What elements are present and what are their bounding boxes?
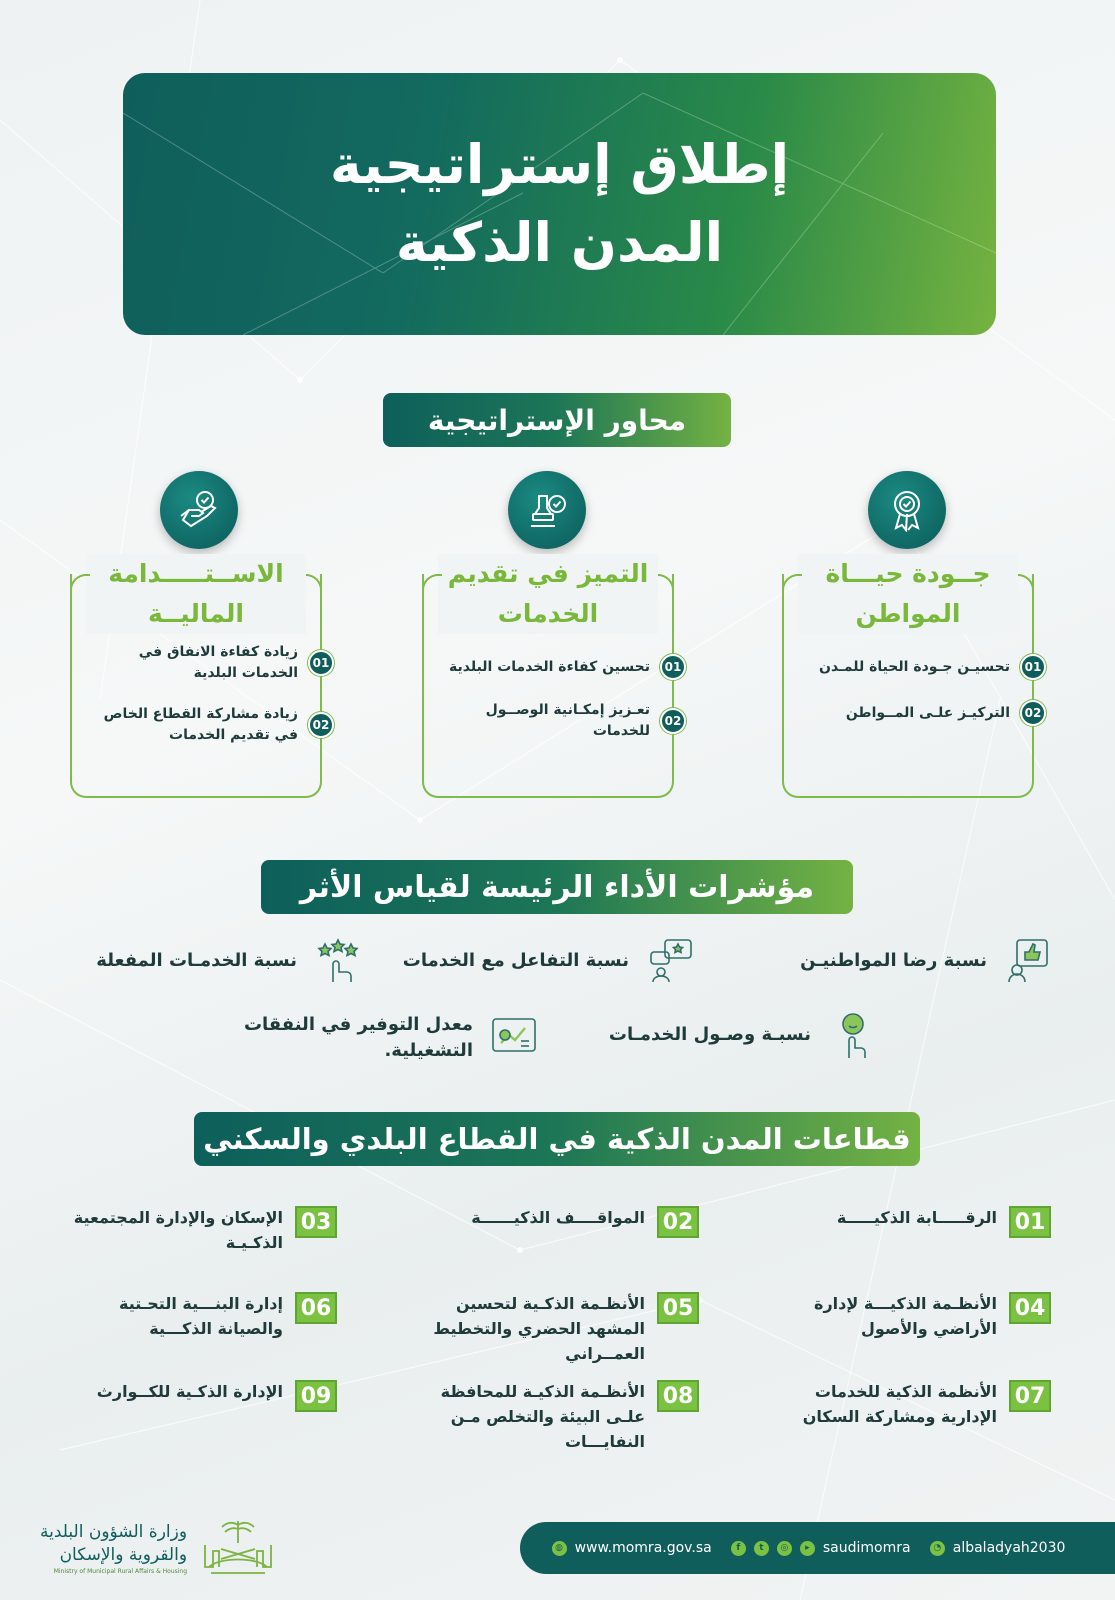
sector-text: الإسكان والإدارة المجتمعية الذكـيـة [73, 1208, 283, 1252]
ministry-name-line2: والقروية والإسكان [59, 1544, 188, 1565]
item-number: 01 [660, 654, 686, 680]
kpi-heading: مؤشرات الأداء الرئيسة لقياس الأثر [261, 860, 853, 914]
touch-smile-icon [829, 1012, 875, 1058]
footer-social[interactable]: f t ◎ ▸ saudimomra [731, 1540, 911, 1556]
sector-number: 06 [295, 1292, 337, 1324]
sector-number: 09 [295, 1380, 337, 1412]
axes-heading: محاور الإستراتيجية [383, 393, 731, 447]
hero-title-line2: المدن الذكية [395, 211, 724, 274]
sector-number: 03 [295, 1206, 337, 1238]
item-number: 02 [660, 708, 686, 734]
sector-item [77, 1380, 337, 1412]
axis-title: جــودة حيـــاة المواطن [798, 554, 1018, 634]
sector-item [429, 1292, 699, 1366]
sector-item [429, 1380, 699, 1454]
axis-title: الاســتـــــدامة الماليــة [86, 554, 306, 634]
item-number: 02 [308, 712, 334, 738]
sector-number: 05 [657, 1292, 699, 1324]
axis-list-item [798, 700, 1046, 726]
facebook-icon: f [731, 1541, 746, 1556]
rating-stars-hand-icon [315, 938, 361, 984]
sector-number: 08 [657, 1380, 699, 1412]
sector-number: 02 [657, 1206, 699, 1238]
axis-list-item [86, 642, 334, 684]
sector-text: الإدارة الذكـية للكــوارث [96, 1382, 283, 1401]
globe-icon: ◍ [552, 1541, 567, 1556]
snapchat-icon: ◔ [930, 1541, 945, 1556]
item-text: التركيـز علـى المــواطن [845, 704, 1010, 721]
approval-stamp-icon [508, 471, 586, 549]
item-number: 01 [1020, 654, 1046, 680]
kpi-citizen-satisfaction [800, 938, 1051, 984]
chat-interaction-icon [647, 938, 693, 984]
footer-snapchat[interactable]: ◔ albaladyah2030 [930, 1540, 1066, 1556]
axis-list-item [798, 654, 1046, 680]
item-text: زيادة كفاءة الانفاق في الخدمات البلدية [138, 644, 298, 681]
kpi-text: نسبـة وصـول الخدمـات [608, 1023, 811, 1045]
item-number: 01 [308, 650, 334, 676]
kpi-service-interaction [403, 938, 693, 984]
axis-card-quality-of-life [782, 559, 1042, 798]
kpi-text: نسبة التفاعل مع الخدمات [402, 949, 629, 971]
sector-item [791, 1380, 1051, 1430]
sector-text: إدارة البنـــية التحـتية والصيانة الذكـــية [119, 1294, 283, 1338]
hero-title-line1: إطلاق إستراتيجية [329, 132, 790, 196]
sector-text: الأنظـمة الذكيـة للمحافظة علـى البيئة والتخلص مـن النفايـــات [440, 1382, 645, 1451]
sector-text: الأنظـمة الذكيـــة لإدارة الأراضي والأصول [814, 1294, 997, 1338]
award-ribbon-icon [868, 471, 946, 549]
sector-item [77, 1292, 337, 1342]
axis-card-financial-sustainability [70, 559, 330, 798]
footer-contact-bar [520, 1522, 1115, 1574]
sectors-heading: قطاعات المدن الذكية في القطاع البلدي والسكني [194, 1112, 920, 1166]
twitter-icon: t [754, 1541, 769, 1556]
ministry-name-english: Ministry of Municipal Rural Affairs & Housing [53, 1567, 188, 1575]
sector-text: الرقـــــابة الذكيـــــة [836, 1208, 997, 1227]
hero-network-decoration [123, 73, 996, 335]
hand-check-icon [160, 471, 238, 549]
kpi-service-access [609, 1012, 875, 1058]
item-number: 02 [1020, 700, 1046, 726]
instagram-icon: ◎ [777, 1541, 792, 1556]
item-text: تحسيـن جـودة الحياة للمـدن [819, 658, 1010, 675]
kpi-text: نسبة الخدمـات المفعلة [96, 949, 297, 971]
sector-text: الأنظمة الذكية للخدمات الإدارية ومشاركة السكان [802, 1382, 997, 1426]
sector-text: الأنظـمة الذكـية لتحسين المشهد الحضري والتخطيط العمــراني [433, 1294, 645, 1363]
kpi-text: معدل التوفير في النفقات التشغيلية. [243, 1014, 473, 1062]
axis-list-item [86, 704, 334, 746]
kpi-operating-savings [244, 1012, 537, 1064]
axis-list-item [438, 700, 686, 742]
sector-item [67, 1206, 337, 1256]
hero-banner [123, 73, 996, 335]
item-text: زيادة مشاركة القطاع الخاص في تقديم الخدمات [103, 706, 298, 743]
kpi-active-services [96, 938, 361, 984]
axis-card-service-excellence [422, 559, 682, 798]
youtube-icon: ▸ [800, 1541, 815, 1556]
ministry-logo [40, 1515, 275, 1581]
sector-item [429, 1206, 699, 1238]
sector-item [781, 1206, 1051, 1238]
axis-list-item [438, 654, 686, 680]
sector-item [801, 1292, 1051, 1342]
item-text: تحسين كفاءة الخدمات البلدية [449, 658, 650, 675]
thumbs-up-user-icon [1005, 938, 1051, 984]
savings-chart-icon [491, 1015, 537, 1061]
footer-website[interactable]: ◍ www.momra.gov.sa [552, 1540, 712, 1556]
item-text: تعـزيز إمكـانية الوصــول للخدمات [485, 702, 650, 739]
kpi-text: نسبة رضا المواطنيـن [800, 949, 987, 971]
sector-number: 07 [1009, 1380, 1051, 1412]
axis-title: التميز في تقديم الخدمات [438, 554, 658, 634]
sector-text: المواقــــف الذكيــــــة [471, 1208, 645, 1227]
ministry-name-line1: وزارة الشؤون البلدية [40, 1522, 188, 1543]
sector-number: 04 [1009, 1292, 1051, 1324]
ministry-emblem-icon [201, 1515, 275, 1581]
sector-number: 01 [1009, 1206, 1051, 1238]
